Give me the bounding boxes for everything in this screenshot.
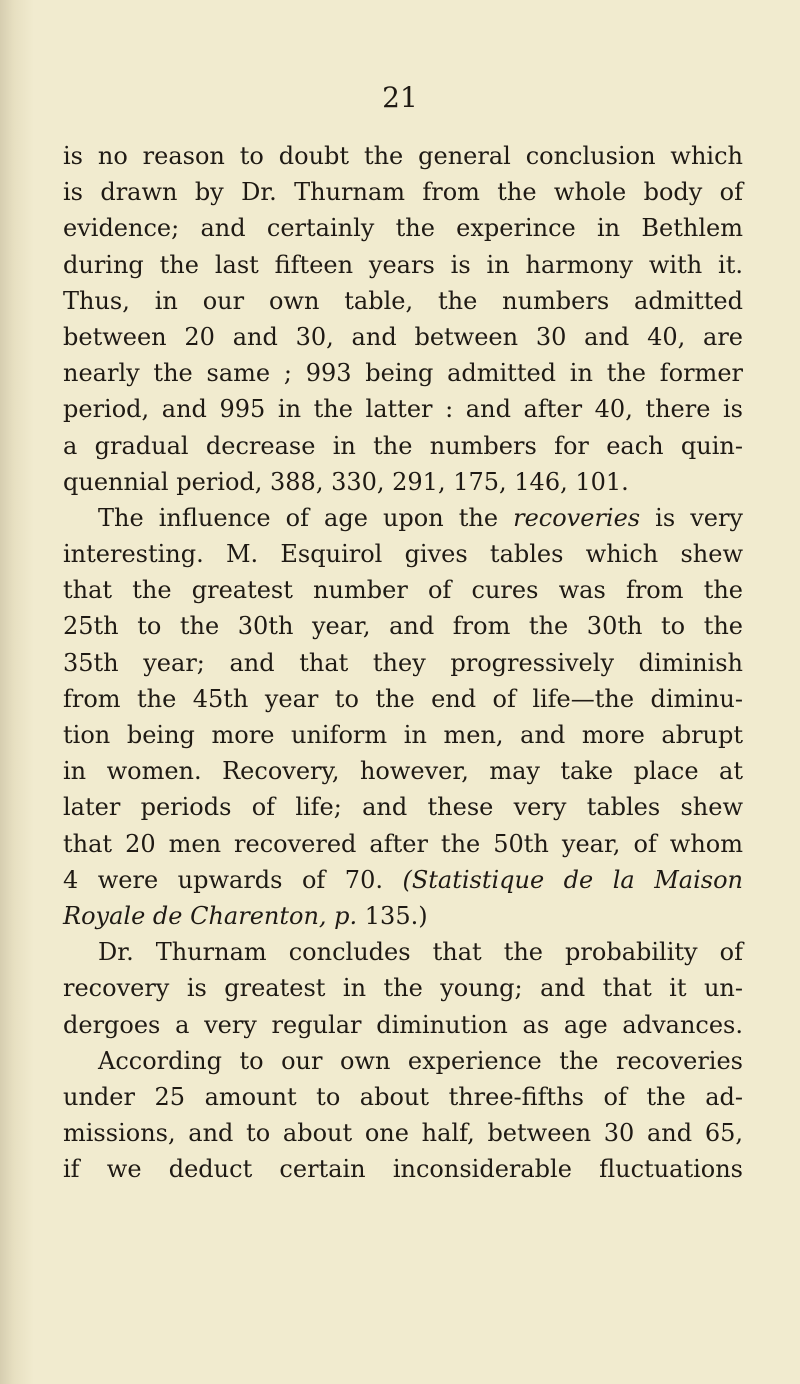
text-line: [63, 753, 743, 789]
text-segment: is no reason to doubt the general conclusion which: [63, 142, 743, 170]
text-segment: in women. Recovery, however, may take place at: [63, 757, 743, 786]
body-text: [63, 138, 743, 1187]
italic-text: (Statistique de la Maison: [402, 865, 743, 894]
text-segment: later periods of life; and these very tables shew: [63, 793, 743, 822]
text-line: [63, 391, 743, 427]
text-line: [63, 862, 743, 898]
text-line: [63, 789, 743, 825]
text-line: [63, 1043, 743, 1079]
text-segment: missions, and to about one half, between 30 and 65,: [63, 1119, 743, 1148]
text-line: [63, 717, 743, 753]
text-line: [63, 681, 743, 717]
text-segment: evidence; and certainly the experince in Bethlem: [63, 214, 743, 243]
text-segment: 25th to the 30th year, and from the 30th to the: [63, 612, 743, 641]
text-segment: from the 45th year to the end of life—the diminu-: [63, 684, 743, 713]
text-line: [63, 210, 743, 246]
text-segment: a gradual decrease in the numbers for each quin-: [63, 431, 743, 460]
text-line: [63, 1007, 743, 1043]
text-segment: interesting. M. Esquirol gives tables which shew: [63, 540, 743, 569]
text-line: [63, 898, 743, 934]
text-segment: that 20 men recovered after the 50th year, of whom: [63, 829, 743, 858]
text-line: [63, 500, 743, 536]
text-segment: 135.): [357, 901, 428, 930]
text-line: [63, 319, 743, 355]
text-line: [63, 536, 743, 572]
italic-text: recoveries: [513, 503, 641, 532]
text-line: [63, 645, 743, 681]
text-segment: is drawn by Dr. Thurnam from the whole body of: [63, 178, 743, 207]
text-line: [63, 934, 743, 970]
text-segment: recovery is greatest in the young; and that it un-: [63, 974, 743, 1003]
text-segment: nearly the same ; 993 being admitted in the former: [63, 359, 743, 388]
text-line: [63, 1151, 743, 1187]
text-segment: Thus, in our own table, the numbers admitted: [63, 286, 743, 315]
text-segment: if we deduct certain inconsiderable fluctuations: [63, 1155, 743, 1184]
text-segment: dergoes a very regular diminution as age advances.: [63, 1010, 743, 1039]
text-segment: that the greatest number of cures was from the: [63, 576, 743, 605]
text-segment: 35th year; and that they progressively diminish: [63, 648, 743, 677]
text-line: [63, 174, 743, 210]
text-segment: tion being more uniform in men, and more abrupt: [63, 721, 743, 749]
text-line: [63, 1115, 743, 1151]
text-segment: 4 were upwards of 70.: [63, 865, 403, 894]
text-line: [63, 247, 743, 283]
text-line: [63, 572, 743, 608]
text-line: [63, 826, 743, 862]
text-segment: According to our own experience the recoveries: [98, 1046, 743, 1075]
text-segment: under 25 amount to about three-fifths of the ad-: [63, 1082, 743, 1111]
text-segment: The influence of age upon the: [98, 503, 514, 532]
text-line: [63, 608, 743, 644]
text-segment: is very: [640, 503, 743, 532]
text-line: [63, 428, 743, 464]
italic-text: Royale de Charenton, p.: [63, 901, 358, 930]
text-segment: between 20 and 30, and between 30 and 40, are: [63, 322, 743, 351]
text-segment: Dr. Thurnam concludes that the probability of: [98, 938, 743, 967]
text-segment: during the last fifteen years is in harmony with it.: [63, 250, 743, 279]
text-line: [63, 138, 743, 174]
text-line: [63, 283, 743, 319]
text-line: [63, 464, 743, 500]
text-line: [63, 355, 743, 391]
text-line: [63, 970, 743, 1006]
text-segment: quennial period, 388, 330, 291, 175, 146, 101.: [63, 467, 629, 496]
text-line: [63, 1079, 743, 1115]
page-number: 21: [382, 81, 418, 114]
text-segment: period, and 995 in the latter : and after 40, there is: [63, 395, 743, 424]
